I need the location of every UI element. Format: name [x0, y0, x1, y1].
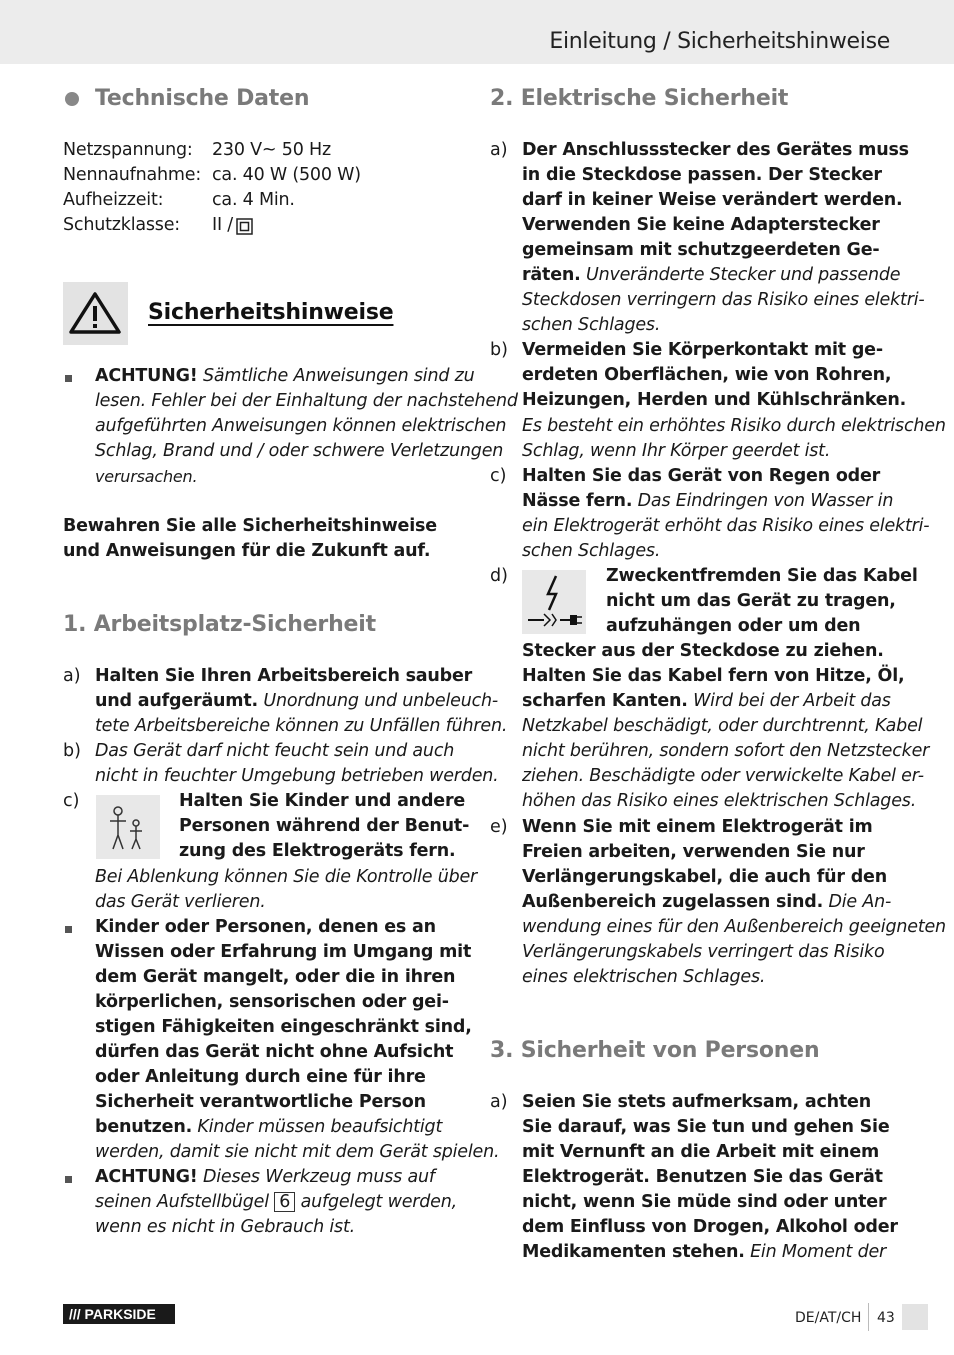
item-label: b): [63, 741, 81, 761]
bullet-square-icon: [65, 926, 72, 933]
achtung-paragraph: ACHTUNG! Sämtliche Anweisungen sind zu: [95, 366, 475, 386]
spec-value: ca. 4 Min.: [212, 190, 295, 210]
text-line: Verlängerungskabels verringert das Risiko: [522, 942, 885, 962]
text-line: gemeinsam mit schutzgeerdeten Ge-: [522, 240, 880, 260]
page-header: [0, 0, 954, 64]
text-line: Sicherheit verantwortliche Person: [95, 1092, 426, 1112]
text-line: tete Arbeitsbereiche können zu Unfällen führen.: [95, 716, 508, 736]
protection-class-icon: [236, 218, 253, 235]
text-line: in die Steckdose passen. Der Stecker: [522, 165, 882, 185]
keep-instructions-line: Bewahren Sie alle Sicherheitshinweise: [63, 516, 437, 536]
text-line: darf in keiner Weise verändert werden.: [522, 190, 903, 210]
spec-key: Schutzklasse:: [63, 215, 180, 235]
item-label: d): [490, 566, 508, 586]
text-line: Freien arbeiten, verwenden Sie nur: [522, 842, 865, 862]
text-line: Seien Sie stets aufmerksam, achten: [522, 1092, 871, 1112]
text-line: dem Gerät mangelt, oder die in ihren: [95, 967, 456, 987]
text-line: schen Schlages.: [522, 541, 661, 561]
text-line: Netzkabel beschädigt, oder durchtrennt, Kabel: [522, 716, 923, 736]
text-line: nicht, wenn Sie müde sind oder unter: [522, 1192, 887, 1212]
safety-heading: Sicherheitshinweise: [148, 300, 394, 325]
text-line: Schlag, wenn Ihr Körper geerdet ist.: [522, 441, 831, 461]
text-line: Halten Sie das Gerät von Regen oder: [522, 466, 881, 486]
warning-icon-box: [63, 282, 128, 345]
text-line: Halten Sie Kinder und andere: [179, 791, 466, 811]
warning-triangle-icon: [63, 282, 128, 345]
item-label: a): [63, 666, 81, 686]
part-number-box: 6: [274, 1192, 295, 1212]
text-line: verursachen.: [95, 467, 198, 486]
text-line: Halten Sie das Kabel fern von Hitze, Öl,: [522, 666, 905, 686]
tech-data-heading: Technische Daten: [95, 86, 310, 111]
spec-key: Netzspannung:: [63, 140, 193, 160]
section-2-heading: 2. Elektrische Sicherheit: [490, 86, 789, 111]
text-line: Nässe fern. Das Eindringen von Wasser in: [522, 491, 894, 511]
keep-instructions-line: und Anweisungen für die Zukunft auf.: [63, 541, 431, 561]
text-line: schen Schlages.: [522, 315, 661, 335]
text-line: Sie darauf, was Sie tun und gehen Sie: [522, 1117, 890, 1137]
item-label: a): [490, 140, 508, 160]
spec-value: ca. 40 W (500 W): [212, 165, 361, 185]
bullet-dot-icon: [65, 92, 79, 106]
text-line: lesen. Fehler bei der Einhaltung der nachstehend: [95, 391, 518, 411]
text-line: Der Anschlussstecker des Gerätes muss: [522, 140, 909, 160]
text-line: Schlag, Brand und / oder schwere Verletzungen: [95, 441, 504, 461]
text-line: Kinder oder Personen, denen es an: [95, 917, 436, 937]
text-line: scharfen Kanten. Wird bei der Arbeit das: [522, 691, 891, 711]
text-line: mit Vernunft an die Arbeit mit einem: [522, 1142, 880, 1162]
text-line: Medikamenten stehen. Ein Moment der: [522, 1242, 887, 1262]
item-label: b): [490, 340, 508, 360]
page-tab-marker: [902, 1304, 928, 1330]
text-line: nicht berühren, sondern sofort den Netzstecker: [522, 741, 930, 761]
text-line: seinen Aufstellbügel 6 aufgelegt werden,: [95, 1192, 457, 1212]
text-line: aufzuhängen oder um den: [606, 616, 861, 636]
text-line: dem Einfluss von Drogen, Alkohol oder: [522, 1217, 898, 1237]
text-line: Es besteht ein erhöhtes Risiko durch elektrischen: [522, 416, 946, 436]
text-line: ACHTUNG! Dieses Werkzeug muss auf: [95, 1167, 435, 1187]
text-line: stigen Fähigkeiten eingeschränkt sind,: [95, 1017, 472, 1037]
section-3-heading: 3. Sicherheit von Personen: [490, 1038, 820, 1063]
text-line: nicht um das Gerät zu tragen,: [606, 591, 896, 611]
text-line: Wissen oder Erfahrung im Umgang mit: [95, 942, 472, 962]
text-line: Halten Sie Ihren Arbeitsbereich sauber: [95, 666, 473, 686]
page-number: 43: [877, 1310, 895, 1326]
region-label: DE/AT/CH: [795, 1310, 862, 1326]
text-line: Vermeiden Sie Körperkontakt mit ge-: [522, 340, 883, 360]
spec-key: Aufheizzeit:: [63, 190, 164, 210]
text-line: Zweckentfremden Sie das Kabel: [606, 566, 918, 586]
text-line: Heizungen, Herden und Kühlschränken.: [522, 390, 907, 410]
spec-key: Nennaufnahme:: [63, 165, 202, 185]
text-line: Stecker aus der Steckdose zu ziehen.: [522, 641, 884, 661]
text-line: Außenbereich zugelassen sind. Die An-: [522, 892, 892, 912]
cable-damage-icon: [522, 570, 586, 634]
spec-value: II /: [212, 215, 233, 235]
text-line: Wenn Sie mit einem Elektrogerät im: [522, 817, 873, 837]
bullet-square-icon: [65, 1176, 72, 1183]
text-line: höhen das Risiko eines elektrischen Schlages.: [522, 791, 917, 811]
text-line: werden, damit sie nicht mit dem Gerät spielen.: [95, 1142, 500, 1162]
page-title: Einleitung / Sicherheitshinweise: [549, 29, 890, 54]
text-line: körperlichen, sensorischen oder gei-: [95, 992, 449, 1012]
text-line: Bei Ablenkung können Sie die Kontrolle über: [95, 867, 478, 887]
text-line: eines elektrischen Schlages.: [522, 967, 766, 987]
text-line: ein Elektrogerät erhöht das Risiko eines elektri-: [522, 516, 930, 536]
text-line: wenn es nicht in Gebrauch ist.: [95, 1217, 356, 1237]
children-keep-away-icon: [96, 795, 160, 859]
text-line: aufgeführten Anweisungen können elektrischen: [95, 416, 507, 436]
bullet-square-icon: [65, 375, 72, 382]
spec-value: 230 V~ 50 Hz: [212, 140, 331, 160]
text-line: Elektrogerät. Benutzen Sie das Gerät: [522, 1167, 883, 1187]
parkside-logo: /// PARKSIDE: [63, 1304, 175, 1324]
section-1-heading: 1. Arbeitsplatz-Sicherheit: [63, 612, 376, 637]
text-line: dürfen das Gerät nicht ohne Aufsicht: [95, 1042, 454, 1062]
text-line: zung des Elektrogeräts fern.: [179, 841, 456, 861]
text-line: und aufgeräumt. Unordnung und unbeleuch-: [95, 691, 499, 711]
text-line: Personen während der Benut-: [179, 816, 470, 836]
text-line: oder Anleitung durch eine für ihre: [95, 1067, 426, 1087]
text-line: wendung eines für den Außenbereich geeigneten: [522, 917, 946, 937]
text-line: ziehen. Beschädigte oder verwickelte Kabel er-: [522, 766, 924, 786]
text-line: das Gerät verlieren.: [95, 892, 266, 912]
item-label: a): [490, 1092, 508, 1112]
text-line: räten. Unveränderte Stecker und passende: [522, 265, 901, 285]
text-line: Das Gerät darf nicht feucht sein und auch: [95, 741, 455, 761]
footer-divider: [868, 1303, 869, 1331]
text-line: benutzen. Kinder müssen beaufsichtigt: [95, 1117, 443, 1137]
text-line: Verlängerungskabel, die auch für den: [522, 867, 887, 887]
item-label: c): [490, 466, 507, 486]
text-line: erdeten Oberflächen, wie von Rohren,: [522, 365, 892, 385]
text-line: Verwenden Sie keine Adapterstecker: [522, 215, 880, 235]
text-line: nicht in feuchter Umgebung betrieben werden.: [95, 766, 499, 786]
item-label: c): [63, 791, 80, 811]
text-line: Steckdosen verringern das Risiko eines elektri-: [522, 290, 925, 310]
item-label: e): [490, 817, 508, 837]
